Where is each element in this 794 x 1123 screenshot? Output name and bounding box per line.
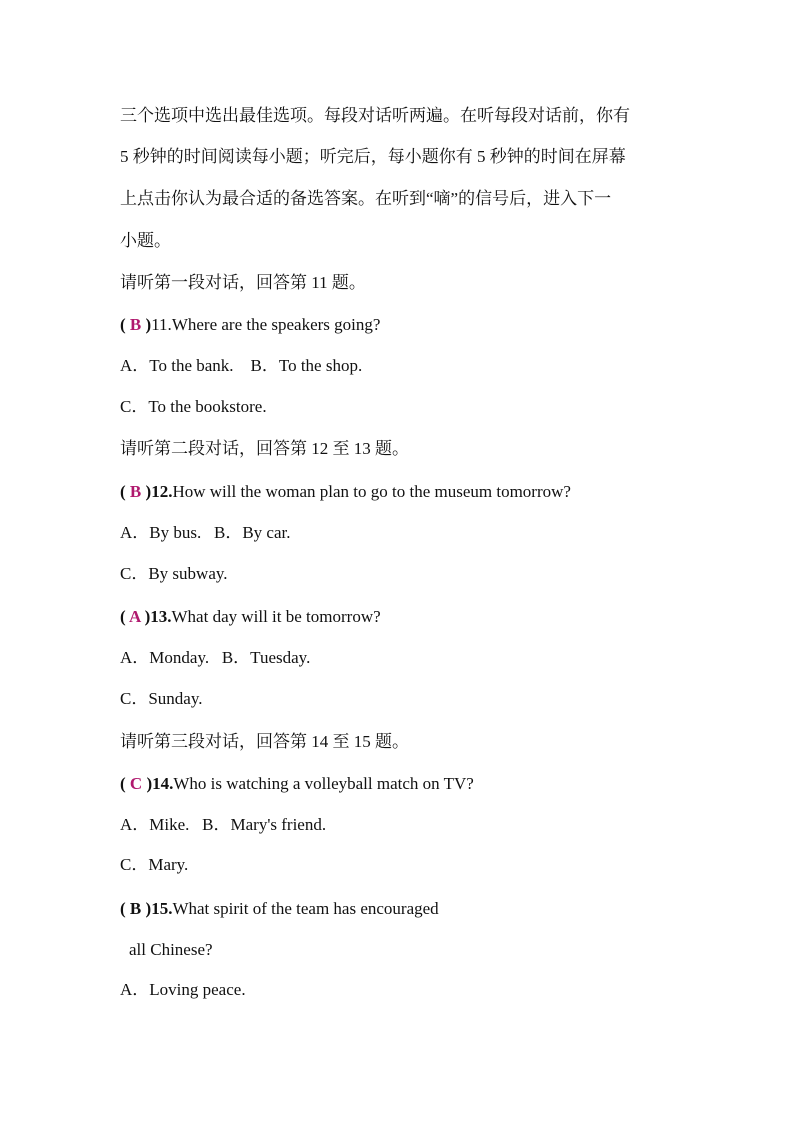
option-11-b: B．To the shop.: [250, 356, 363, 375]
question-14-text: Who is watching a volleyball match on TV?: [173, 774, 474, 793]
option-13-b: B．Tuesday.: [221, 648, 311, 667]
option-13-c: C．Sunday.: [120, 689, 203, 708]
question-15: ( B )15.What spirit of the team has encouraged: [120, 899, 439, 918]
question-12: ( B )12.How will the woman plan to go to the museum tomorrow?: [120, 482, 571, 501]
section-instruction: 请听第一段对话，回答第 11 题。: [120, 273, 366, 292]
question-13: ( A )13.What day will it be tomorrow?: [120, 607, 381, 626]
options-11-row1: [120, 355, 362, 377]
question-11-number: 11.: [151, 315, 172, 334]
question-15-number: 15.: [151, 899, 173, 918]
option-11-c: C．To the bookstore.: [120, 397, 267, 416]
answer-12: B: [129, 482, 142, 501]
answer-14: C: [129, 774, 143, 793]
question-13-number: 13.: [150, 607, 172, 626]
question-14-number: 14.: [152, 774, 174, 793]
option-11-a: A．To the bank.: [120, 356, 234, 375]
question-11: ( B )11.Where are the speakers going?: [120, 315, 381, 334]
option-15-a: A．Loving peace.: [120, 980, 246, 999]
question-11-text: Where are the speakers going?: [171, 315, 381, 334]
intro-line-4: 小题。: [120, 231, 171, 250]
question-12-text: How will the woman plan to go to the museum tomorrow?: [172, 482, 571, 501]
intro-line-1: 三个选项中选出最佳选项。每段对话听两遍。在听每段对话前，你有: [120, 106, 630, 125]
answer-13: A: [128, 607, 141, 626]
option-12-a: A．By bus.: [120, 523, 202, 542]
option-12-c: C．By subway.: [120, 564, 228, 583]
answer-15: B: [129, 899, 142, 918]
intro-line-2: 5 秒钟的时间阅读每小题；听完后，每小题你有 5 秒钟的时间在屏幕: [120, 147, 626, 166]
section-instruction: 请听第二段对话，回答第 12 至 13 题。: [120, 439, 409, 458]
question-15-text: What spirit of the team has encouraged: [172, 899, 439, 918]
option-14-b: B．Mary's friend.: [202, 815, 327, 834]
question-15-continuation: all Chinese?: [129, 940, 213, 959]
options-13-row1: [120, 647, 310, 669]
option-14-c: C．Mary.: [120, 855, 189, 874]
question-14: ( C )14.Who is watching a volleyball match on TV?: [120, 774, 474, 793]
options-12-row1: [120, 522, 290, 544]
answer-11: B: [129, 315, 142, 334]
option-14-a: A．Mike.: [120, 815, 190, 834]
question-12-number: 12.: [151, 482, 173, 501]
intro-line-3: 上点击你认为最合适的备选答案。在听到“嘀”的信号后，进入下一: [120, 189, 612, 208]
option-12-b: B．By car.: [213, 523, 291, 542]
option-13-a: A．Monday.: [120, 648, 210, 667]
section-instruction: 请听第三段对话，回答第 14 至 15 题。: [120, 732, 409, 751]
question-13-text: What day will it be tomorrow?: [171, 607, 381, 626]
options-14-row1: [120, 814, 326, 836]
